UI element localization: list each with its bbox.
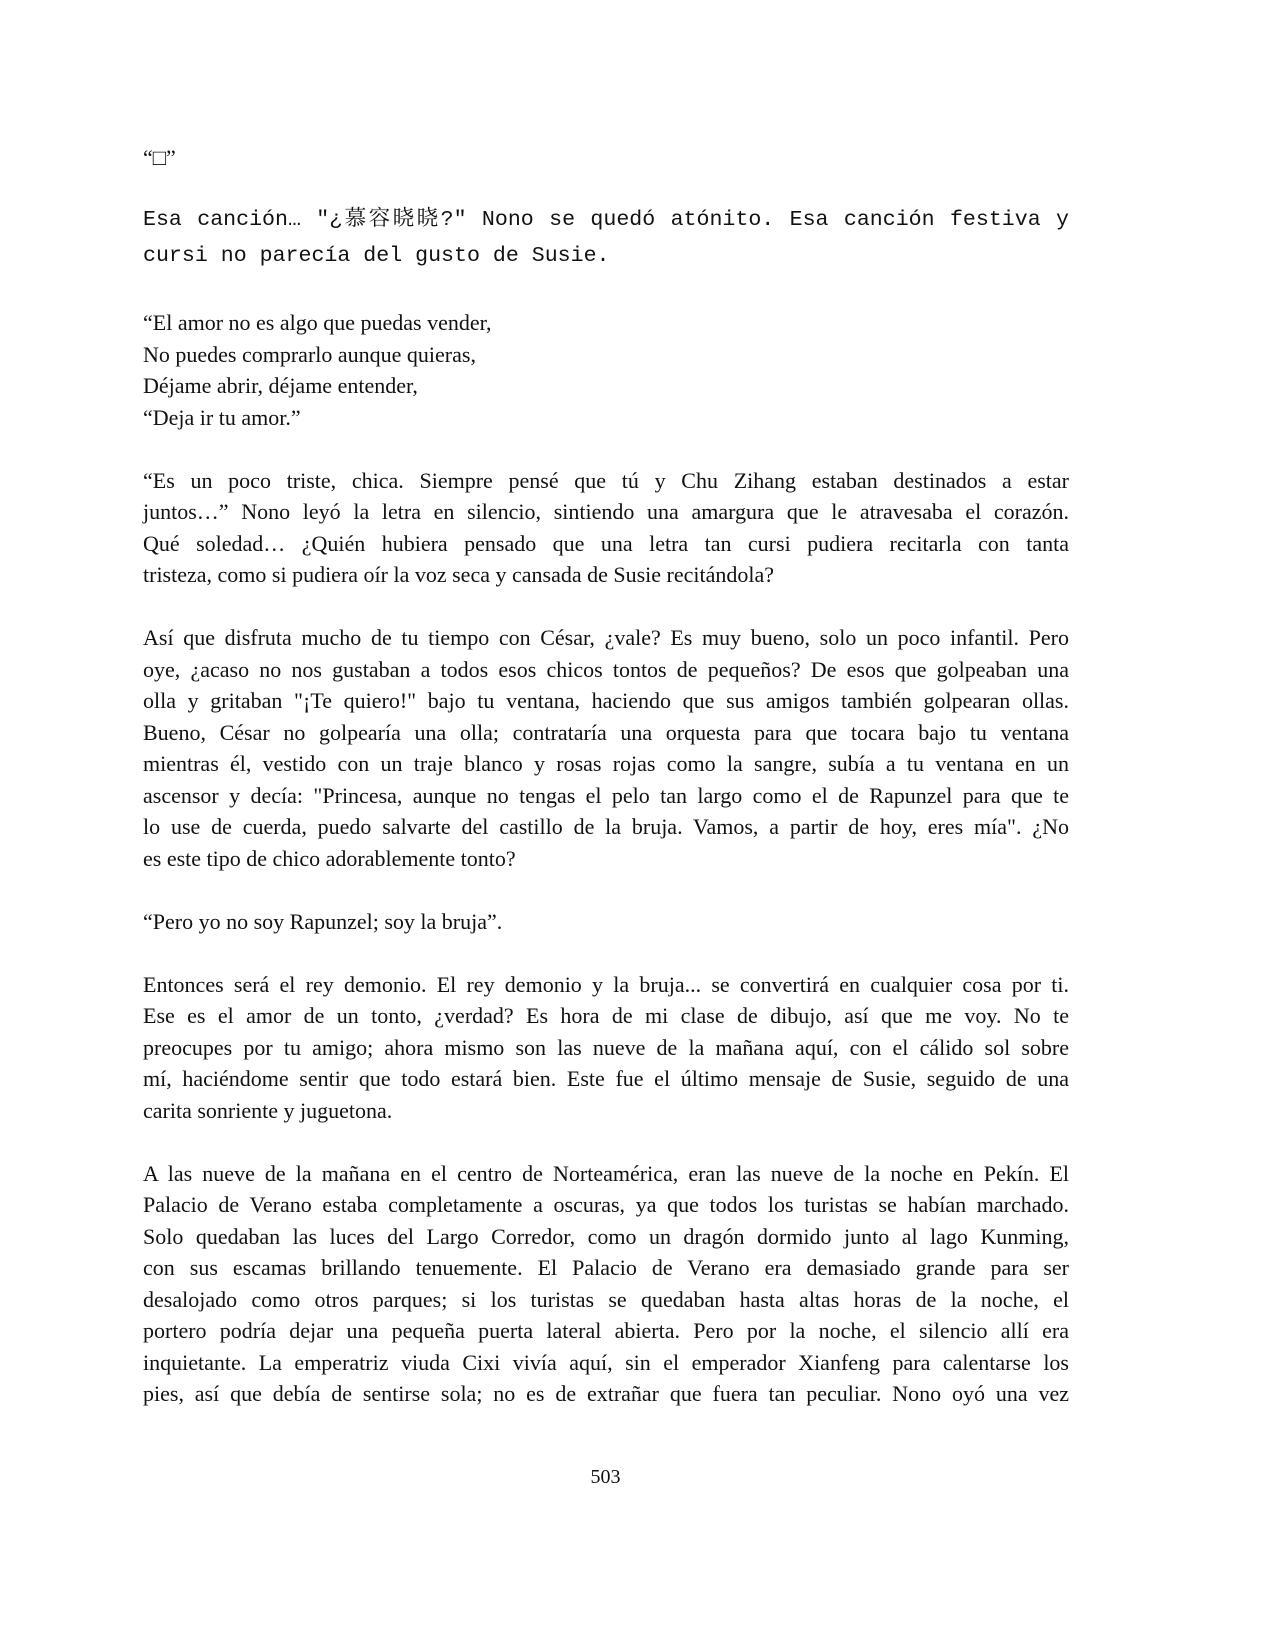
page-number: 503 [590,1466,621,1488]
text-line: olla y gritaban "¡Te quiero!" bajo tu ventana, haciendo que sus amigos también golpearan ollas. [143,688,1069,713]
paragraph [143,622,1069,874]
text-line: portero podría dejar una pequeña puerta lateral abierta. Pero por la noche, el silencio allí era [143,1318,1069,1343]
text-line: juntos…” Nono leyó la letra en silencio, sintiendo una amargura que le atravesaba el corazón. [143,499,1069,524]
heading-line: Esa canción… "¿慕容晓晓?" Nono se quedó atónito. Esa canción festiva y [143,208,1069,232]
text-line: “Es un poco triste, chica. Siempre pensé que tú y Chu Zihang estaban destinados a estar [143,467,1069,493]
missing-glyph-marker: “□” [143,145,176,170]
text-line: A las nueve de la mañana en el centro de Norteamérica, eran las nueve de la noche en Pekín. El [143,1160,1069,1186]
text-line: desalojado como otros parques; si los turistas se quedaban hasta altas horas de la noche, el [143,1286,1069,1312]
text-line: mientras él, vestido con un traje blanco y rosas rojas como la sangre, subía a tu ventana en un [143,751,1069,776]
text-line: oye, ¿acaso no nos gustaban a todos esos chicos tontos de pequeños? De esos que golpeaban una [143,656,1069,682]
text-line: “Pero yo no soy Rapunzel; soy la bruja”. [143,908,503,934]
text-line: ascensor y decía: "Princesa, aunque no tengas el pelo tan largo como el de Rapunzel para que te [143,782,1069,808]
text-line: Qué soledad… ¿Quién hubiera pensado que una letra tan cursi pudiera recitarla con tanta [143,530,1069,556]
text-line: con sus escamas brillando tenuemente. El Palacio de Verano era demasiado grande para ser [143,1255,1069,1280]
text-line: Entonces será el rey demonio. El rey demonio y la bruja... se convertirá en cualquier cosa por ti. [143,971,1069,997]
paragraph [143,465,1069,591]
text-line: carita sonriente y juguetona. [143,1097,393,1123]
text-line: “Deja ir tu amor.” [143,404,301,430]
heading-line: cursi no parecía del gusto de Susie. [143,244,610,268]
text-line: lo use de cuerda, puedo salvarte del castillo de la bruja. Vamos, a partir de hoy, eres mía". ¿No [143,814,1069,839]
paragraph [143,307,1069,433]
chat-message-heading [143,202,1069,274]
text-line: pies, así que debía de sentirse sola; no es de extrañar que fuera tan peculiar. Nono oyó una vez [143,1381,1069,1406]
paragraph [143,969,1069,1127]
text-line: No puedes comprarlo aunque quieras, [143,341,476,367]
text-line: es este tipo de chico adorablemente tonto? [143,845,516,871]
text-line: tristeza, como si pudiera oír la voz seca y cansada de Susie recitándola? [143,562,775,587]
paragraph [143,906,1069,938]
text-line: Bueno, César no golpearía una olla; contrataría una orquesta para que tocara bajo tu ventana [143,719,1069,745]
text-line: “El amor no es algo que puedas vender, [143,310,492,335]
text-line: preocupes por tu amigo; ahora mismo son las nueve de la mañana aquí, con el cálido sol sobre [143,1034,1069,1060]
text-line: inquietante. La emperatriz viuda Cixi vivía aquí, sin el emperador Xianfeng para calentarse los [143,1349,1069,1375]
text-line: Así que disfruta mucho de tu tiempo con César, ¿vale? Es muy bueno, solo un poco infantil. Pero [143,625,1069,650]
text-line: Solo quedaban las luces del Largo Corredor, como un dragón dormido junto al lago Kunming, [143,1223,1069,1249]
body-text [143,307,1069,1441]
text-line: mí, haciéndome sentir que todo estará bien. Este fue el último mensaje de Susie, seguido de una [143,1066,1069,1091]
text-line: Palacio de Verano estaba completamente a oscuras, ya que todos los turistas se habían marchado. [143,1192,1069,1217]
paragraph [143,1158,1069,1410]
text-line: Ese es el amor de un tonto, ¿verdad? Es hora de mi clase de dibujo, así que me voy. No te [143,1003,1069,1028]
text-line: Déjame abrir, déjame entender, [143,373,418,398]
